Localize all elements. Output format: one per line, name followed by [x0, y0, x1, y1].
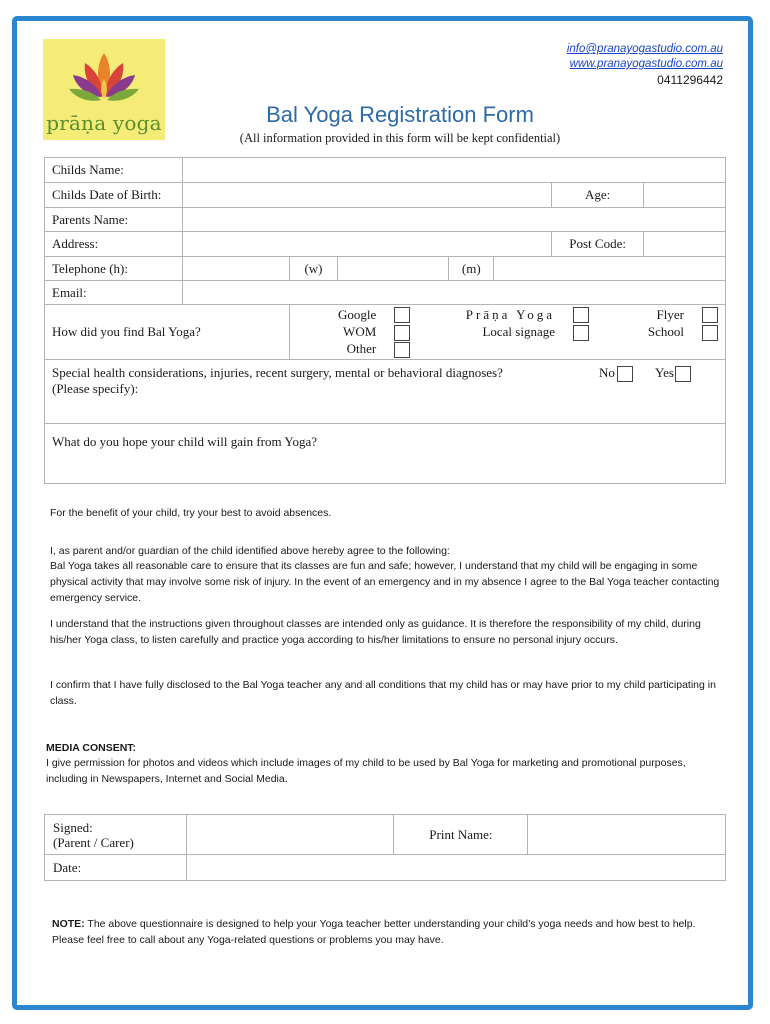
media-consent-text: I give permission for photos and videos which include images of my child to be used by Bal Yoga for marketing and promotional purposes, including in Newspapers, Internet and Social Media. — [46, 757, 686, 785]
agreement-paragraph-3: I confirm that I have fully disclosed to the Bal Yoga teacher any and all conditions that my child has or may have prior to my child participating in class. — [50, 679, 716, 707]
postcode-field[interactable] — [644, 232, 726, 257]
note-text: The above questionnaire is designed to help your Yoga teacher better understanding your child’s yoga needs and how best to help. Please feel free to call about any Yoga-related questions or problems you may have. — [52, 918, 696, 946]
logo-text: prāṇa yoga — [46, 111, 162, 135]
flyer-label: Flyer — [656, 306, 684, 322]
signed-sublabel: (Parent / Carer) — [53, 834, 134, 850]
telephone-work-field[interactable] — [338, 257, 449, 281]
contact-block — [567, 42, 723, 88]
school-label: School — [647, 323, 684, 339]
hope-field[interactable] — [45, 424, 726, 484]
telephone-mobile-field[interactable] — [494, 257, 726, 281]
note-paragraph — [52, 916, 720, 948]
child-name-field[interactable] — [182, 158, 725, 183]
age-field[interactable] — [644, 183, 726, 208]
other-label: Other — [346, 341, 377, 356]
flyer-checkbox[interactable] — [702, 307, 718, 323]
health-no-label: No — [599, 365, 615, 380]
telephone-mobile-label: (m) — [449, 257, 494, 281]
signature-table — [44, 814, 726, 881]
health-no-option — [599, 365, 633, 382]
health-question: Special health considerations, injuries, recent surgery, mental or behavioral diagnoses? — [52, 365, 503, 380]
other-checkbox[interactable] — [394, 342, 410, 358]
form-subtitle: (All information provided in this form will be kept confidential) — [239, 131, 561, 145]
wom-checkbox[interactable] — [394, 325, 410, 341]
health-specify-label: (Please specify): — [52, 381, 139, 396]
note-label: NOTE: — [52, 918, 85, 930]
child-name-label: Childs Name: — [45, 158, 183, 183]
health-yes-option — [655, 365, 691, 382]
agreement-paragraph-2: I understand that the instructions given throughout classes are intended only as guidance. It is therefore the responsibility of my child, during his/her Yoga class, to listen carefully and practice yoga according to his/her limitations to ensure no personal injury occurs. — [50, 618, 701, 646]
health-section[interactable] — [45, 360, 726, 424]
telephone-home-field[interactable] — [182, 257, 289, 281]
local-signage-label: Local signage — [482, 323, 556, 339]
local-signage-checkbox[interactable] — [573, 325, 589, 341]
agreement-intro: I, as parent and/or guardian of the child identified above hereby agree to the following: — [50, 545, 450, 557]
wom-label: WOM — [343, 323, 377, 339]
telephone-work-label: (w) — [289, 257, 338, 281]
dob-label: Childs Date of Birth: — [45, 183, 183, 208]
date-label: Date: — [45, 855, 187, 881]
postcode-label: Post Code: — [552, 232, 644, 257]
hope-question: What do you hope your child will gain from Yoga? — [52, 434, 318, 449]
address-label: Address: — [45, 232, 183, 257]
absence-text: For the benefit of your child, try your best to avoid absences. — [50, 507, 332, 519]
signature-field[interactable] — [186, 815, 394, 855]
email-link[interactable]: info@pranayogastudio.com.au — [566, 43, 723, 55]
registration-table — [44, 157, 726, 484]
parents-name-field[interactable] — [182, 208, 725, 232]
school-checkbox[interactable] — [702, 325, 718, 341]
google-checkbox[interactable] — [394, 307, 410, 323]
dob-field[interactable] — [182, 183, 551, 208]
age-label: Age: — [552, 183, 644, 208]
source-options — [289, 305, 726, 360]
how-found-label: How did you find Bal Yoga? — [45, 305, 290, 360]
phone-number: 0411296442 — [657, 73, 723, 87]
form-title: Bal Yoga Registration Form — [266, 102, 534, 127]
agreement-paragraph-1: Bal Yoga takes all reasonable care to ensure that its classes are fun and safe; however, I understand that my child will be engaging in some physical activity that may involve some risk of injury. In the event of an emergency and in my absence I agree to the Bal Yoga teacher contacting emergency service. — [50, 560, 720, 604]
telephone-label: Telephone (h): — [45, 257, 183, 281]
health-yes-checkbox[interactable] — [675, 366, 691, 382]
website-link[interactable]: www.pranayogastudio.com.au — [569, 58, 723, 70]
date-field[interactable] — [186, 855, 725, 881]
media-consent-heading: MEDIA CONSENT: — [46, 742, 137, 754]
email-field[interactable] — [182, 281, 725, 305]
parents-name-label: Parents Name: — [45, 208, 183, 232]
email-label: Email: — [45, 281, 183, 305]
health-no-checkbox[interactable] — [617, 366, 633, 382]
signed-label: Signed: — [53, 819, 93, 835]
print-name-label: Print Name: — [394, 815, 528, 855]
prana-yoga-checkbox[interactable] — [573, 307, 589, 323]
health-yes-label: Yes — [655, 365, 674, 380]
address-field[interactable] — [182, 232, 551, 257]
prana-yoga-label: Prāṇa Yoga — [465, 306, 556, 322]
print-name-field[interactable] — [528, 815, 726, 855]
google-label: Google — [337, 306, 377, 322]
signed-cell — [45, 815, 187, 855]
